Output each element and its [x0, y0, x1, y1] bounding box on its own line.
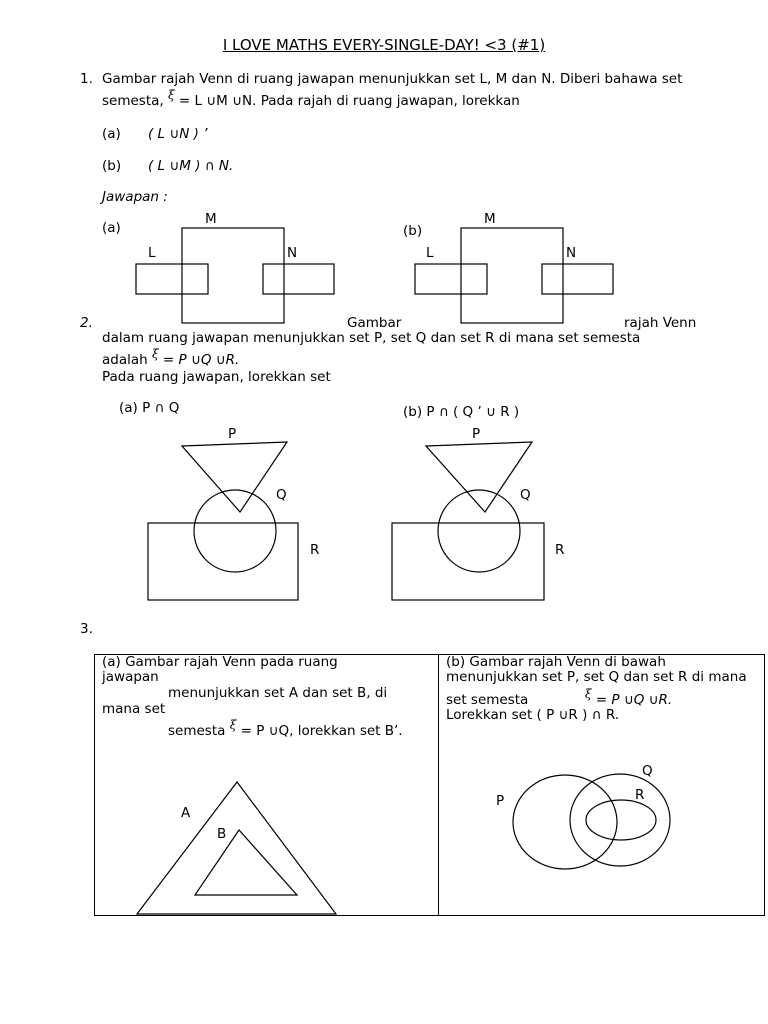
- xi-symbol: ξ: [229, 718, 237, 732]
- question-1b-label: (b): [102, 158, 122, 174]
- question-1-line-1: Gambar rajah Venn di ruang jawapan menunjukkan set L, M dan N. Diberi bahawa set: [102, 71, 683, 87]
- set-m-label: M: [484, 211, 496, 227]
- set-p-triangle: [182, 442, 287, 512]
- set-a-label: A: [181, 805, 191, 821]
- set-r-label: R: [310, 542, 320, 558]
- set-l-rectangle: [136, 264, 208, 294]
- set-a-triangle: [137, 782, 336, 914]
- question-2-word-1: Gambar: [347, 315, 402, 331]
- set-n-rectangle: [263, 264, 334, 294]
- set-p-label: P: [496, 793, 505, 809]
- jawapan-label: Jawapan :: [102, 189, 168, 205]
- set-q-ellipse: [570, 774, 670, 866]
- question-3b-line-2: menunjukkan set P, set Q dan set R di mana: [446, 669, 747, 685]
- set-p-label: P: [228, 426, 237, 442]
- set-r-rectangle: [392, 523, 544, 600]
- question-3b-line-3-pre: set semesta: [446, 692, 529, 708]
- set-l-rectangle: [415, 264, 487, 294]
- set-p-triangle: [426, 442, 532, 512]
- set-n-label: N: [287, 245, 298, 261]
- set-l-label: L: [148, 245, 156, 261]
- question-3a-line-2: jawapan: [102, 669, 159, 685]
- set-p-ellipse: [513, 775, 617, 869]
- question-2-line-3-pre: adalah: [102, 352, 148, 368]
- question-2-line-3-post: = P ∪Q ∪R.: [162, 352, 240, 368]
- question-2-word-2: rajah Venn: [624, 315, 697, 331]
- set-r-label: R: [635, 787, 645, 803]
- figure-1b-label: (b): [403, 223, 423, 239]
- set-p-label: P: [472, 426, 481, 442]
- question-3b-line-4: Lorekkan set ( P ∪R ) ∩ R.: [446, 707, 620, 723]
- question-2-line-2: dalam ruang jawapan menunjukkan set P, set Q dan set R di mana set semesta: [102, 330, 641, 346]
- question-1a-label: (a): [102, 126, 121, 142]
- question-3a-line-5-pre: semesta: [168, 723, 226, 739]
- question-3a-line-3: menunjukkan set A dan set B, di: [168, 685, 388, 701]
- question-3a-line-4: mana set: [102, 701, 166, 717]
- set-q-label: Q: [520, 487, 531, 503]
- set-m-rectangle: [461, 228, 563, 323]
- question-3a-line-1: (a) Gambar rajah Venn pada ruang: [102, 654, 338, 670]
- set-m-label: M: [205, 211, 217, 227]
- set-n-label: N: [566, 245, 577, 261]
- set-q-circle: [438, 490, 520, 572]
- set-q-circle: [194, 490, 276, 572]
- question-3-number: 3.: [80, 621, 93, 637]
- set-r-label: R: [555, 542, 565, 558]
- set-r-ellipse: [586, 800, 656, 840]
- question-2-number: 2.: [80, 315, 93, 331]
- question-1-line-2-pre: semesta,: [102, 93, 164, 109]
- set-n-rectangle: [542, 264, 613, 294]
- set-q-label: Q: [276, 487, 287, 503]
- xi-symbol: ξ: [167, 88, 175, 102]
- question-1b-expression: ( L ∪M ) ∩ N.: [148, 158, 234, 174]
- question-3b-line-1: (b) Gambar rajah Venn di bawah: [446, 654, 666, 670]
- set-q-label: Q: [642, 763, 653, 779]
- set-l-label: L: [426, 245, 434, 261]
- page-title: I LOVE MATHS EVERY-SINGLE-DAY! <3 (#1): [222, 36, 546, 54]
- xi-symbol: ξ: [584, 687, 592, 701]
- question-3a-line-5-post: = P ∪Q, lorekkan set B’.: [240, 723, 403, 739]
- question-2a-label: (a) P ∩ Q: [119, 400, 180, 416]
- question-2b-label: (b) P ∩ ( Q ’ ∪ R ): [403, 404, 520, 420]
- figure-1a-label: (a): [102, 220, 121, 236]
- question-1-line-2-post: = L ∪M ∪N. Pada rajah di ruang jawapan, lorekkan: [178, 93, 520, 109]
- set-b-triangle: [195, 830, 297, 895]
- question-2-line-4: Pada ruang jawapan, lorekkan set: [102, 369, 331, 385]
- set-b-label: B: [217, 826, 227, 842]
- question-3b-line-3-post: = P ∪Q ∪R.: [595, 692, 673, 708]
- question-1-number: 1.: [80, 71, 93, 87]
- set-m-rectangle: [182, 228, 284, 323]
- question-1a-expression: ( L ∪N ) ’: [148, 126, 208, 142]
- xi-symbol: ξ: [152, 347, 159, 361]
